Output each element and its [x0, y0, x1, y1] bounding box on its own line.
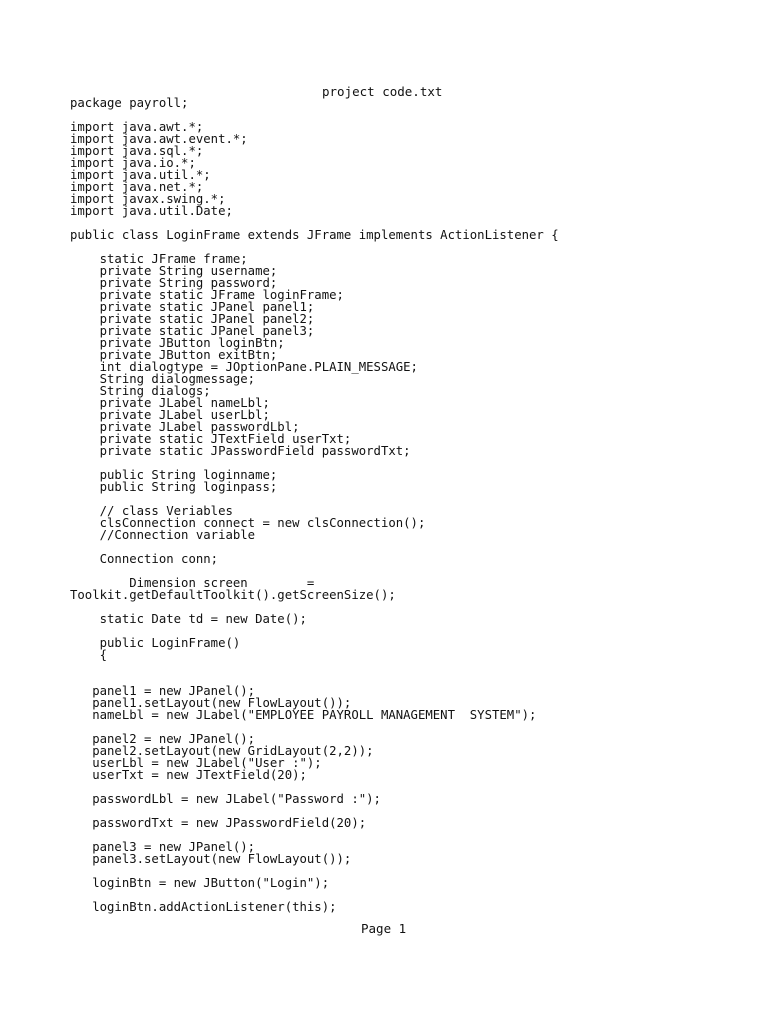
code-line: panel2 = new JPanel(); [70, 732, 256, 746]
code-line: private JButton exitBtn; [70, 348, 278, 362]
code-line: userTxt = new JTextField(20); [70, 768, 307, 782]
code-line: private JLabel nameLbl; [70, 396, 270, 410]
code-line: { [70, 648, 108, 662]
code-line: import java.awt.event.*; [70, 132, 248, 146]
code-line: passwordLbl = new JLabel("Password :"); [70, 792, 381, 806]
code-line: panel1.setLayout(new FlowLayout()); [70, 696, 352, 710]
code-line: Dimension screen = [70, 576, 315, 590]
code-line: // class Veriables [70, 504, 233, 518]
code-line: loginBtn = new JButton("Login"); [70, 876, 330, 890]
code-line: private JLabel passwordLbl; [70, 420, 300, 434]
code-line: private String username; [70, 264, 278, 278]
code-line: nameLbl = new JLabel("EMPLOYEE PAYROLL MANAGEMENT SYSTEM"); [70, 708, 537, 722]
code-line: loginBtn.addActionListener(this); [70, 900, 337, 914]
code-line: package payroll; [70, 96, 189, 110]
code-line: static JFrame frame; [70, 252, 248, 266]
page-title: project code.txt [322, 84, 443, 99]
code-line: private static JPanel panel2; [70, 312, 315, 326]
code-line: import java.awt.*; [70, 120, 204, 134]
code-line: panel3 = new JPanel(); [70, 840, 256, 854]
code-line: private static JPasswordField passwordTxt; [70, 444, 411, 458]
page-number: Page 1 [361, 921, 407, 936]
code-line: int dialogtype = JOptionPane.PLAIN_MESSAGE; [70, 360, 418, 374]
code-listing [70, 97, 559, 913]
code-line: String dialogmessage; [70, 372, 256, 386]
code-line: import java.net.*; [70, 180, 204, 194]
code-line: public class LoginFrame extends JFrame implements ActionListener { [70, 228, 559, 242]
code-line: private static JPanel panel1; [70, 300, 315, 314]
code-line: String dialogs; [70, 384, 211, 398]
code-line: panel1 = new JPanel(); [70, 684, 256, 698]
code-line [70, 661, 559, 673]
code-line: import java.io.*; [70, 156, 196, 170]
code-line: private String password; [70, 276, 278, 290]
code-line: private static JFrame loginFrame; [70, 288, 344, 302]
code-line: import javax.swing.*; [70, 192, 226, 206]
code-line: passwordTxt = new JPasswordField(20); [70, 816, 367, 830]
code-line: import java.sql.*; [70, 144, 204, 158]
code-line: import java.util.Date; [70, 204, 233, 218]
code-line: private static JPanel panel3; [70, 324, 315, 338]
code-line: //Connection variable [70, 528, 256, 542]
code-line: Toolkit.getDefaultToolkit().getScreenSize(); [70, 588, 396, 602]
code-line: userLbl = new JLabel("User :"); [70, 756, 322, 770]
code-line: Connection conn; [70, 552, 219, 566]
code-line: panel2.setLayout(new GridLayout(2,2)); [70, 744, 374, 758]
code-line: clsConnection connect = new clsConnection(); [70, 516, 426, 530]
code-line: panel3.setLayout(new FlowLayout()); [70, 852, 352, 866]
code-line: private static JTextField userTxt; [70, 432, 352, 446]
code-line: public String loginname; [70, 468, 278, 482]
code-line: private JLabel userLbl; [70, 408, 270, 422]
code-line: private JButton loginBtn; [70, 336, 285, 350]
code-line: public LoginFrame() [70, 636, 241, 650]
code-line: import java.util.*; [70, 168, 211, 182]
code-line: static Date td = new Date(); [70, 612, 307, 626]
code-line: public String loginpass; [70, 480, 278, 494]
